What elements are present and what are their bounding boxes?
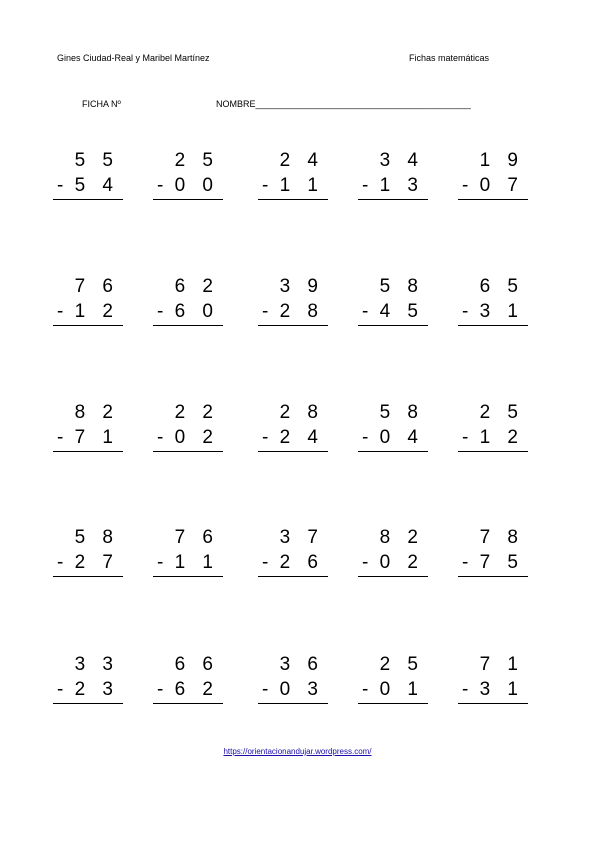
subtraction-problem [153, 402, 223, 462]
minuend: 2 8 [279, 402, 324, 423]
answer-line [153, 199, 223, 200]
minuend: 2 5 [479, 402, 524, 423]
answer-line [358, 325, 428, 326]
subtrahend: 1 3 [379, 175, 424, 196]
answer-line [258, 451, 328, 452]
subtraction-problem [153, 654, 223, 714]
subtraction-problem [258, 276, 328, 336]
subtrahend: 0 0 [174, 175, 219, 196]
subtrahend: 3 1 [479, 679, 524, 700]
minuend: 5 8 [74, 527, 119, 548]
answer-line [153, 576, 223, 577]
minus-sign: - [57, 552, 64, 573]
minus-sign: - [462, 427, 469, 448]
minuend: 3 3 [74, 654, 119, 675]
minuend: 7 6 [74, 276, 119, 297]
minus-sign: - [157, 679, 164, 700]
subtrahend: 0 7 [479, 175, 524, 196]
answer-line [53, 451, 123, 452]
minus-sign: - [157, 427, 164, 448]
subtraction-problem [258, 402, 328, 462]
subtraction-problem [153, 527, 223, 587]
minus-sign: - [57, 301, 64, 322]
subtraction-problem [153, 150, 223, 210]
minuend: 6 6 [174, 654, 219, 675]
minus-sign: - [157, 175, 164, 196]
minus-sign: - [262, 427, 269, 448]
minuend: 6 5 [479, 276, 524, 297]
answer-line [258, 576, 328, 577]
answer-line [458, 451, 528, 452]
subtraction-problem [53, 276, 123, 336]
answer-line [53, 703, 123, 704]
subtraction-problem [458, 527, 528, 587]
minuend: 2 2 [174, 402, 219, 423]
minuend: 2 4 [279, 150, 324, 171]
minuend: 6 2 [174, 276, 219, 297]
author-text: Gines Ciudad-Real y Maribel Martínez [57, 53, 210, 63]
minuend: 5 8 [379, 402, 424, 423]
subtrahend: 2 7 [74, 552, 119, 573]
minus-sign: - [57, 427, 64, 448]
subtrahend: 0 4 [379, 427, 424, 448]
subtrahend: 2 3 [74, 679, 119, 700]
subject-text: Fichas matemáticas [409, 53, 490, 63]
minus-sign: - [262, 552, 269, 573]
minuend: 8 2 [379, 527, 424, 548]
minus-sign: - [462, 175, 469, 196]
subtraction-problem [358, 527, 428, 587]
answer-line [358, 703, 428, 704]
answer-line [458, 576, 528, 577]
footer [0, 747, 595, 756]
subtrahend: 7 1 [74, 427, 119, 448]
subtrahend: 0 2 [379, 552, 424, 573]
answer-line [258, 703, 328, 704]
subtraction-problem [458, 402, 528, 462]
minus-sign: - [462, 301, 469, 322]
minuend: 7 8 [479, 527, 524, 548]
footer-link[interactable]: https://orientacionandujar.wordpress.com/ [223, 747, 372, 756]
subtraction-problem [258, 527, 328, 587]
subtraction-problem [358, 654, 428, 714]
minuend: 8 2 [74, 402, 119, 423]
subtrahend: 1 1 [174, 552, 219, 573]
subtraction-problem [53, 527, 123, 587]
answer-line [358, 199, 428, 200]
answer-line [458, 325, 528, 326]
subtraction-problem [458, 276, 528, 336]
minus-sign: - [157, 301, 164, 322]
answer-line [458, 199, 528, 200]
minuend: 3 4 [379, 150, 424, 171]
subtrahend: 2 8 [279, 301, 324, 322]
answer-line [258, 199, 328, 200]
minuend: 2 5 [379, 654, 424, 675]
subtrahend: 3 1 [479, 301, 524, 322]
minus-sign: - [362, 679, 369, 700]
minuend: 2 5 [174, 150, 219, 171]
subtrahend: 6 2 [174, 679, 219, 700]
minuend: 1 9 [479, 150, 524, 171]
subtrahend: 0 2 [174, 427, 219, 448]
subtrahend: 1 2 [479, 427, 524, 448]
answer-line [358, 576, 428, 577]
subtraction-problem [458, 150, 528, 210]
subtraction-problem [258, 150, 328, 210]
minus-sign: - [57, 175, 64, 196]
subtrahend: 2 6 [279, 552, 324, 573]
answer-line [53, 325, 123, 326]
answer-line [258, 325, 328, 326]
minuend: 5 5 [74, 150, 119, 171]
subtrahend: 5 4 [74, 175, 119, 196]
subtraction-problem [53, 150, 123, 210]
subtrahend: 1 1 [279, 175, 324, 196]
subtraction-problem [458, 654, 528, 714]
subtraction-problem [358, 402, 428, 462]
minuend: 3 6 [279, 654, 324, 675]
subtraction-problem [358, 150, 428, 210]
minus-sign: - [262, 301, 269, 322]
minus-sign: - [462, 552, 469, 573]
answer-line [358, 451, 428, 452]
subtrahend: 7 5 [479, 552, 524, 573]
minus-sign: - [157, 552, 164, 573]
answer-line [53, 199, 123, 200]
minus-sign: - [362, 427, 369, 448]
minuend: 5 8 [379, 276, 424, 297]
subtraction-problem [258, 654, 328, 714]
answer-line [53, 576, 123, 577]
subtrahend: 1 2 [74, 301, 119, 322]
subtrahend: 6 0 [174, 301, 219, 322]
answer-line [153, 703, 223, 704]
answer-line [458, 703, 528, 704]
subtrahend: 4 5 [379, 301, 424, 322]
minus-sign: - [57, 679, 64, 700]
minuend: 7 6 [174, 527, 219, 548]
subtrahend: 0 1 [379, 679, 424, 700]
ficha-label: FICHA Nº [82, 99, 121, 109]
subtrahend: 0 3 [279, 679, 324, 700]
minuend: 3 9 [279, 276, 324, 297]
answer-line [153, 325, 223, 326]
subtraction-problem [53, 402, 123, 462]
minus-sign: - [462, 679, 469, 700]
subtrahend: 2 4 [279, 427, 324, 448]
minus-sign: - [362, 301, 369, 322]
minus-sign: - [262, 175, 269, 196]
minus-sign: - [262, 679, 269, 700]
subtraction-problem [53, 654, 123, 714]
nombre-field[interactable]: NOMBRE___________________________________________ [216, 99, 471, 109]
minus-sign: - [362, 552, 369, 573]
minus-sign: - [362, 175, 369, 196]
subtraction-problem [153, 276, 223, 336]
minuend: 7 1 [479, 654, 524, 675]
subtraction-problem [358, 276, 428, 336]
minuend: 3 7 [279, 527, 324, 548]
answer-line [153, 451, 223, 452]
